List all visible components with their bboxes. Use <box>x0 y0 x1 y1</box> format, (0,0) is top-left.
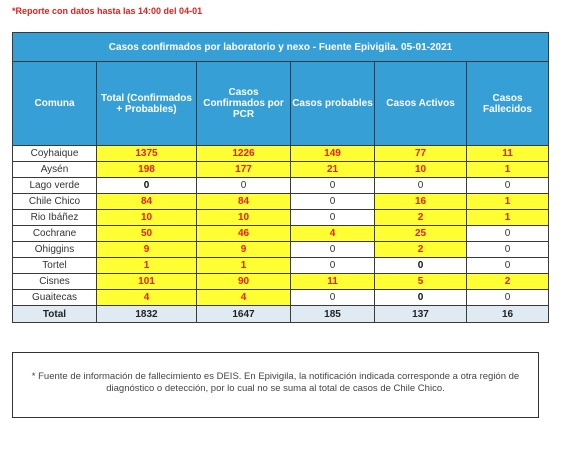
value-cell: 11 <box>291 274 375 290</box>
value-cell: 10 <box>97 210 197 226</box>
header-activos: Casos Activos <box>375 62 467 146</box>
table-row <box>13 162 549 178</box>
comuna-cell: Aysén <box>13 162 97 178</box>
value-cell: 1 <box>467 162 549 178</box>
footnote-box <box>12 352 539 418</box>
comuna-cell: Rio Ibáñez <box>13 210 97 226</box>
value-cell: 0 <box>291 210 375 226</box>
comuna-cell: Cisnes <box>13 274 97 290</box>
value-cell: 11 <box>467 146 549 162</box>
table-title: Casos confirmados por laboratorio y nexo - Fuente Epivigila. 05-01-2021 <box>13 33 549 62</box>
header-probables: Casos probables <box>291 62 375 146</box>
value-cell: 4 <box>197 290 291 306</box>
value-cell: 1 <box>97 258 197 274</box>
cases-table <box>12 32 549 323</box>
value-cell: 0 <box>375 258 467 274</box>
table-row <box>13 178 549 194</box>
value-cell: 0 <box>97 178 197 194</box>
value-cell: 4 <box>97 290 197 306</box>
cases-table-container <box>12 32 548 323</box>
value-cell: 0 <box>291 178 375 194</box>
value-cell: 90 <box>197 274 291 290</box>
comuna-cell: Ohiggins <box>13 242 97 258</box>
value-cell: 0 <box>467 242 549 258</box>
total-value: 137 <box>375 306 467 323</box>
header-pcr: Casos Confirmados por PCR <box>197 62 291 146</box>
header-comuna: Comuna <box>13 62 97 146</box>
total-value: 185 <box>291 306 375 323</box>
table-row <box>13 146 549 162</box>
comuna-cell: Guaitecas <box>13 290 97 306</box>
value-cell: 1 <box>467 210 549 226</box>
value-cell: 9 <box>97 242 197 258</box>
total-label: Total <box>13 306 97 323</box>
value-cell: 1375 <box>97 146 197 162</box>
value-cell: 25 <box>375 226 467 242</box>
table-row <box>13 242 549 258</box>
table-row <box>13 258 549 274</box>
comuna-cell: Lago verde <box>13 178 97 194</box>
value-cell: 1226 <box>197 146 291 162</box>
value-cell: 177 <box>197 162 291 178</box>
header-total: Total (Confirmados + Probables) <box>97 62 197 146</box>
footnote-text: * Fuente de información de fallecimiento es DEIS. En Epivigila, la notificación indicada corresponde a otra región de diagnóstico o detección, por lo cual no se suma al total de casos de Chile Chico. <box>31 371 520 394</box>
comuna-cell: Cochrane <box>13 226 97 242</box>
value-cell: 2 <box>375 242 467 258</box>
value-cell: 77 <box>375 146 467 162</box>
value-cell: 46 <box>197 226 291 242</box>
comuna-cell: Coyhaique <box>13 146 97 162</box>
value-cell: 84 <box>97 194 197 210</box>
total-value: 1647 <box>197 306 291 323</box>
total-value: 16 <box>467 306 549 323</box>
table-body <box>13 146 549 306</box>
value-cell: 10 <box>197 210 291 226</box>
value-cell: 16 <box>375 194 467 210</box>
value-cell: 0 <box>291 258 375 274</box>
value-cell: 198 <box>97 162 197 178</box>
value-cell: 9 <box>197 242 291 258</box>
table-row <box>13 210 549 226</box>
value-cell: 0 <box>291 242 375 258</box>
value-cell: 0 <box>467 178 549 194</box>
value-cell: 0 <box>375 290 467 306</box>
header-row <box>13 62 549 146</box>
value-cell: 0 <box>467 290 549 306</box>
comuna-cell: Chile Chico <box>13 194 97 210</box>
value-cell: 0 <box>197 178 291 194</box>
value-cell: 101 <box>97 274 197 290</box>
value-cell: 84 <box>197 194 291 210</box>
value-cell: 2 <box>467 274 549 290</box>
value-cell: 21 <box>291 162 375 178</box>
table-row <box>13 226 549 242</box>
value-cell: 0 <box>291 290 375 306</box>
value-cell: 0 <box>467 258 549 274</box>
value-cell: 149 <box>291 146 375 162</box>
value-cell: 5 <box>375 274 467 290</box>
value-cell: 1 <box>467 194 549 210</box>
header-fallecidos: Casos Fallecidos <box>467 62 549 146</box>
value-cell: 4 <box>291 226 375 242</box>
report-note: *Reporte con datos hasta las 14:00 del 04-01 <box>12 6 203 16</box>
value-cell: 0 <box>375 178 467 194</box>
table-row <box>13 274 549 290</box>
value-cell: 2 <box>375 210 467 226</box>
value-cell: 50 <box>97 226 197 242</box>
comuna-cell: Tortel <box>13 258 97 274</box>
value-cell: 10 <box>375 162 467 178</box>
table-row <box>13 194 549 210</box>
table-row <box>13 290 549 306</box>
value-cell: 0 <box>467 226 549 242</box>
value-cell: 1 <box>197 258 291 274</box>
total-row <box>13 306 549 323</box>
total-value: 1832 <box>97 306 197 323</box>
value-cell: 0 <box>291 194 375 210</box>
